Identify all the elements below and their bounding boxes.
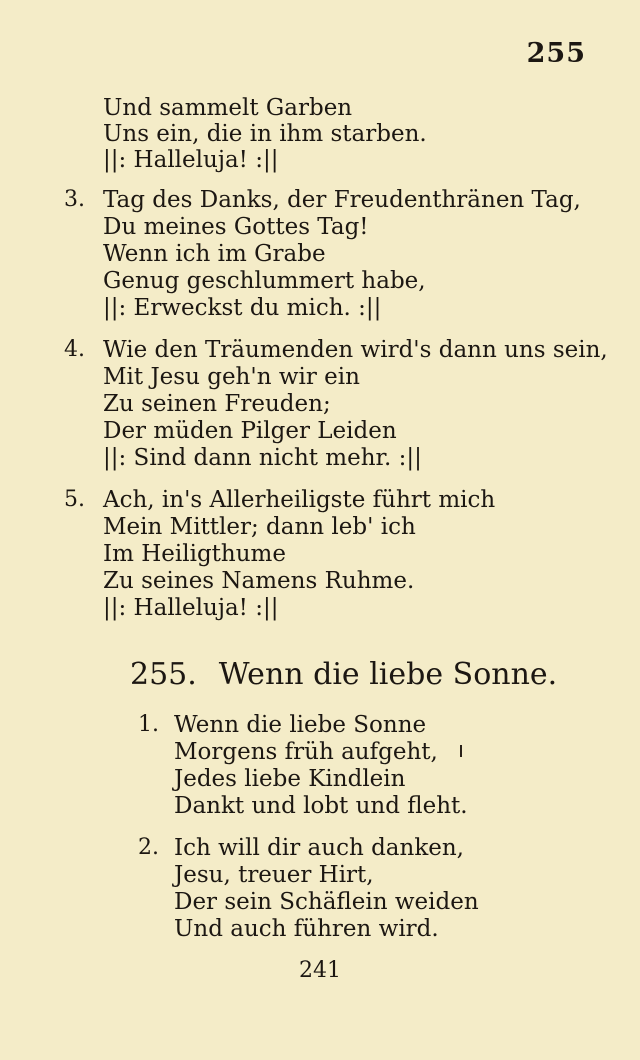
verse-line: Jedes liebe Kindlein: [174, 766, 406, 792]
verse-line: Zu seines Namens Ruhme.: [103, 568, 415, 594]
verse-line: ||: Sind dann nicht mehr. :||: [103, 445, 422, 471]
verse-line: Uns ein, die in ihm starben.: [103, 121, 427, 147]
verse-line: Wie den Träumenden wird's dann uns sein,: [103, 337, 608, 363]
stanza-number: 2.: [138, 835, 159, 860]
verse-line: Der sein Schäflein weiden: [174, 889, 479, 915]
hymn-title-text: Wenn die liebe Sonne.: [218, 657, 558, 692]
verse-line: Du meines Gottes Tag!: [103, 214, 369, 240]
verse-line: Ach, in's Allerheiligste führt mich: [103, 487, 496, 513]
verse-line: Und sammelt Garben: [103, 95, 353, 121]
hymn-number: 255.: [130, 657, 197, 692]
verse-line: Ich will dir auch danken,: [174, 835, 464, 861]
verse-line: ||: Erweckst du mich. :||: [103, 295, 382, 321]
hymn-title: [130, 655, 557, 695]
verse-line: Zu seinen Freuden;: [103, 391, 331, 417]
print-mark: [460, 745, 462, 757]
stanza-number: 4.: [64, 337, 85, 362]
verse-line: Der müden Pilger Leiden: [103, 418, 397, 444]
verse-line: Wenn die liebe Sonne: [174, 712, 427, 738]
verse-line: Morgens früh aufgeht,: [174, 739, 438, 765]
verse-line: Tag des Danks, der Freudenthränen Tag,: [103, 187, 581, 213]
verse-line: Und auch führen wird.: [174, 916, 439, 942]
verse-line: Genug geschlummert habe,: [103, 268, 426, 294]
verse-line: Wenn ich im Grabe: [103, 241, 326, 267]
verse-line: ||: Halleluja! :||: [103, 595, 279, 621]
verse-line: Im Heiligthume: [103, 541, 286, 567]
verse-line: Dankt und lobt und fleht.: [174, 793, 468, 819]
stanza-number: 5.: [64, 487, 85, 512]
page-number-top: 255: [526, 38, 586, 69]
stanza-number: 1.: [138, 712, 159, 737]
verse-line: Mit Jesu geh'n wir ein: [103, 364, 360, 390]
folio-number: 241: [299, 958, 341, 983]
verse-line: Jesu, treuer Hirt,: [174, 862, 374, 888]
verse-line: Mein Mittler; dann leb' ich: [103, 514, 416, 540]
stanza-number: 3.: [64, 187, 85, 212]
verse-line: ||: Halleluja! :||: [103, 147, 279, 173]
